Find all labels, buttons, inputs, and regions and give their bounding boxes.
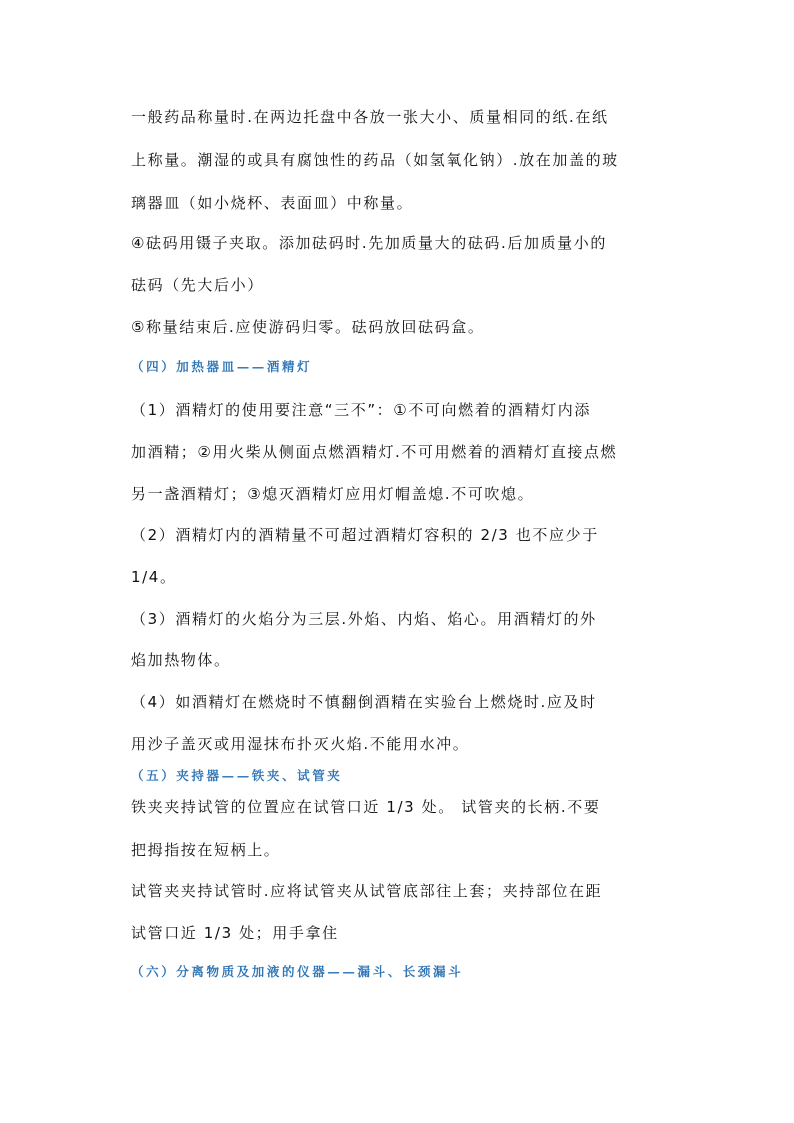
section-heading-5: （五）夹持器——铁夹、试管夹 (131, 768, 343, 783)
paragraph-line: 铁夹夹持试管的位置应在试管口近 1/3 处。 试管夹的长柄.不要 (131, 798, 601, 816)
paragraph-line: 另一盏酒精灯；③熄灭酒精灯应用灯帽盖熄.不可吹熄。 (131, 485, 535, 503)
paragraph-line: ⑤称量结束后.应使游码归零。砝码放回砝码盒。 (131, 318, 485, 336)
paragraph-line: （2）酒精灯内的酒精量不可超过酒精灯容积的 2/3 也不应少于 (131, 526, 599, 544)
paragraph-line: 砝码（先大后小） (131, 276, 264, 294)
paragraph-line: 用沙子盖灭或用湿抹布扑灭火焰.不能用水冲。 (131, 735, 470, 753)
section-heading-6: （六）分离物质及加液的仪器——漏斗、长颈漏斗 (131, 964, 464, 979)
paragraph-line: 试管夹夹持试管时.应将试管夹从试管底部往上套；夹持部位在距 (131, 882, 603, 900)
paragraph-line: 上称量。潮湿的或具有腐蚀性的药品（如氢氧化钠）.放在加盖的玻 (131, 151, 619, 169)
paragraph-line: 试管口近 1/3 处；用手拿住 (131, 924, 339, 942)
paragraph-line: 焰加热物体。 (131, 651, 231, 669)
paragraph-line: 把拇指按在短柄上。 (131, 841, 281, 859)
paragraph-line: 璃器皿（如小烧杯、表面皿）中称量。 (131, 194, 414, 212)
paragraph-line: （3）酒精灯的火焰分为三层.外焰、内焰、焰心。用酒精灯的外 (131, 610, 597, 628)
paragraph-line: 一般药品称量时.在两边托盘中各放一张大小、质量相同的纸.在纸 (131, 108, 609, 126)
paragraph-line: （4）如酒精灯在燃烧时不慎翻倒酒精在实验台上燃烧时.应及时 (131, 693, 597, 711)
paragraph-line: ④砝码用镊子夹取。添加砝码时.先加质量大的砝码.后加质量小的 (131, 234, 607, 252)
paragraph-line: 1/4。 (131, 568, 177, 586)
section-heading-4: （四）加热器皿——酒精灯 (131, 359, 313, 374)
paragraph-line: 加酒精；②用火柴从侧面点燃酒精灯.不可用燃着的酒精灯直接点燃 (131, 443, 618, 461)
paragraph-line: （1）酒精灯的使用要注意“三不”：①不可向燃着的酒精灯内添 (131, 401, 591, 419)
